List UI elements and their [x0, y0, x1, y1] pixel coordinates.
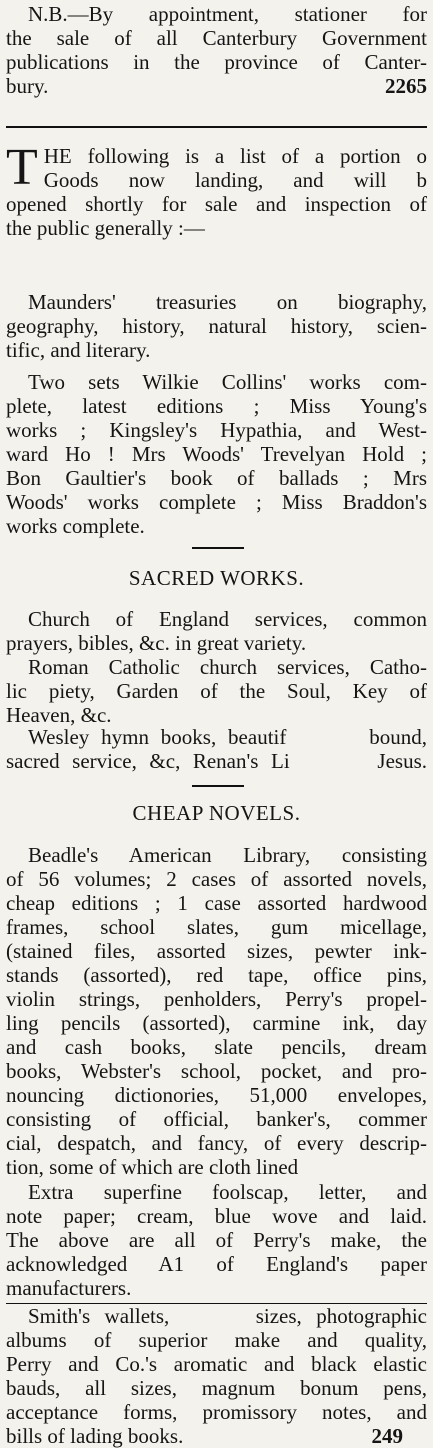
para-line: consisting of official, banker's, commer [6, 1107, 427, 1131]
para-line: and cash books, slate pencils, dream [6, 1035, 427, 1059]
nb-line-1: N.B.—By appointment, stationer for [28, 2, 427, 26]
nb-line-2: the sale of all Canterbury Government [6, 26, 427, 50]
para-line: Maunders' treasuries on biography, [28, 290, 427, 314]
para-line: cheap editions ; 1 case assorted hardwood [6, 891, 427, 915]
para-line: Heaven, &c. [6, 703, 112, 727]
ref-number-2: 249 [371, 1424, 403, 1448]
ad-intro [6, 139, 427, 240]
para-line: ling pencils (assorted), carmine ink, day [6, 1011, 427, 1035]
para-beadle [6, 843, 427, 1179]
para-line: tific, and literary. [6, 338, 151, 362]
para-line: books, Webster's school, pocket, and pro- [6, 1059, 427, 1083]
para-line: stands (assorted), red tape, office pins, [6, 963, 427, 987]
para-foolscap [6, 1180, 427, 1300]
para-line: geography, history, natural history, scien- [6, 314, 427, 338]
para-line [6, 1424, 427, 1448]
drop-cap: T [6, 139, 38, 196]
para-catholic [6, 655, 427, 727]
para-line: note paper; cream, blue wove and laid. [6, 1204, 427, 1228]
nb-line-4-text: bury. [6, 74, 49, 98]
para-collins [6, 370, 427, 538]
para-line: albums of superior make and quality, [6, 1328, 427, 1352]
para-church [6, 607, 427, 655]
para-line: acknowledged A1 of England's paper [6, 1252, 427, 1276]
cheap-novels-heading: CHEAP NOVELS. [132, 801, 301, 825]
nb-notice [6, 2, 427, 98]
para-line: (stained files, assorted sizes, pewter ink- [6, 939, 427, 963]
intro-line-2: Goods now landing, and will b [43, 168, 427, 192]
para-line: Wesley hymn books, beautif bound, [28, 725, 427, 749]
para-line: Church of England services, common [28, 607, 427, 631]
para-line: prayers, bibles, &c. in great variety. [6, 631, 307, 655]
para-line: Bon Gaultier's book of ballads ; Mrs [6, 466, 427, 490]
para-line: works ; Kingsley's Hypathia, and West- [6, 418, 427, 442]
para-line: bauds, all sizes, magnum bonum pens, [6, 1376, 427, 1400]
para-line: of 56 volumes; 2 cases of assorted novels, [6, 867, 427, 891]
nb-line-4 [6, 74, 427, 98]
para-line: plete, latest editions ; Miss Young's [6, 394, 427, 418]
para-line: Beadle's American Library, consisting [28, 843, 427, 867]
nb-line-3: publications in the province of Canter- [6, 50, 427, 74]
para-wesley [6, 725, 427, 773]
para-line: tion, some of which are cloth lined [6, 1155, 299, 1179]
smith-last-line: bills of lading books. [6, 1424, 184, 1448]
sacred-works-heading: SACRED WORKS. [128, 566, 305, 590]
short-rule [192, 785, 244, 787]
para-line: sacred service, &c, Renan's Li Jesus. [6, 749, 427, 773]
para-line: Woods' works complete ; Miss Braddon's [6, 490, 427, 514]
para-line: The above are all of Perry's make, the [6, 1228, 427, 1252]
para-smith [6, 1304, 427, 1448]
para-line: works complete. [6, 514, 145, 538]
para-line: nouncing dictionories, 51,000 envelopes, [6, 1083, 427, 1107]
para-line: acceptance forms, promissory notes, and [6, 1400, 427, 1424]
intro-line-1: HE following is a list of a portion o [43, 144, 427, 168]
para-line: Smith's wallets, sizes, photographic [28, 1304, 427, 1328]
intro-line-3: opened shortly for sale and inspection of [6, 192, 427, 216]
para-line: Extra superfine foolscap, letter, and [28, 1180, 427, 1204]
para-line: manufacturers. [6, 1276, 132, 1300]
para-maunders [6, 290, 427, 362]
para-line: cial, despatch, and fancy, of every descrip- [6, 1131, 427, 1155]
para-line: frames, school slates, gum micellage, [6, 915, 427, 939]
para-line: Two sets Wilkie Collins' works com- [28, 370, 427, 394]
para-line: Roman Catholic church services, Catho- [28, 655, 427, 679]
short-rule [192, 547, 244, 549]
para-line: Perry and Co.'s aromatic and black elastic [6, 1352, 427, 1376]
section-divider [6, 126, 427, 128]
intro-line-4: the public generally :— [6, 216, 205, 240]
ref-number: 2265 [385, 74, 427, 98]
para-line: lic piety, Garden of the Soul, Key of [6, 679, 427, 703]
para-line: violin strings, penholders, Perry's propel- [6, 987, 427, 1011]
para-line: ward Ho ! Mrs Woods' Trevelyan Hold ; [6, 442, 427, 466]
